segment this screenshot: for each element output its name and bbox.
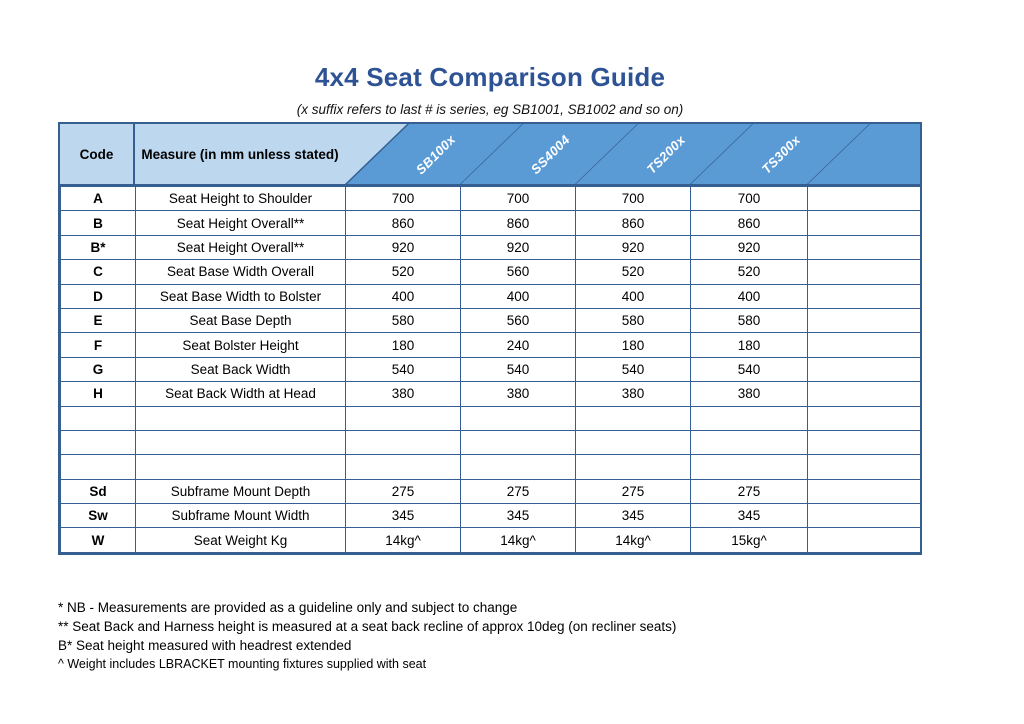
measure-cell: Seat Back Width [136,357,346,381]
value-cell [808,504,921,528]
value-cell: 580 [691,308,808,332]
value-cell: 345 [461,504,576,528]
value-cell: 345 [346,504,461,528]
value-cell [808,284,921,308]
value-cell [346,455,461,479]
value-cell: 700 [346,187,461,211]
value-cell: 14kg^ [576,528,691,552]
measure-cell [136,430,346,454]
measure-cell: Subframe Mount Width [136,504,346,528]
measure-cell: Seat Base Width Overall [136,260,346,284]
value-cell: 380 [576,382,691,406]
value-cell: 540 [346,357,461,381]
code-cell: Sw [61,504,136,528]
value-cell: 700 [461,187,576,211]
value-cell: 240 [461,333,576,357]
footnote: ^ Weight includes LBRACKET mounting fixtures supplied with seat [58,657,427,671]
page-title: 4x4 Seat Comparison Guide [314,62,666,92]
series-header-cell [608,124,723,184]
value-cell: 580 [576,308,691,332]
measure-cell: Seat Height Overall** [136,235,346,259]
value-cell: 920 [691,235,808,259]
value-cell: 540 [461,357,576,381]
value-cell: 180 [691,333,808,357]
code-cell: B [61,211,136,235]
code-cell: E [61,308,136,332]
table-row [61,382,921,406]
code-cell: A [61,187,136,211]
page-subtitle: (x suffix refers to last # is series, eg SB1001, SB1002 and so on) [296,102,684,117]
measure-cell [136,406,346,430]
value-cell: 520 [346,260,461,284]
series-header-cell [723,124,838,184]
value-cell [808,528,921,552]
value-cell: 15kg^ [691,528,808,552]
table-row [61,430,921,454]
value-cell [808,382,921,406]
value-cell: 860 [461,211,576,235]
value-cell [808,235,921,259]
series-header-label: TS200x [643,131,688,177]
table-row [61,260,921,284]
measure-cell: Seat Back Width at Head [136,382,346,406]
header-code: Code [60,124,135,184]
code-cell: W [61,528,136,552]
value-cell: 920 [461,235,576,259]
value-cell [808,406,921,430]
value-cell [691,455,808,479]
table-row [61,455,921,479]
value-cell [346,406,461,430]
code-cell: C [61,260,136,284]
table-row [61,187,921,211]
table-row [61,235,921,259]
series-header-cell [840,124,920,184]
code-cell [61,406,136,430]
value-cell: 180 [576,333,691,357]
value-cell: 540 [576,357,691,381]
code-cell: B* [61,235,136,259]
code-cell [61,430,136,454]
table-row [61,211,921,235]
measure-cell: Seat Base Depth [136,308,346,332]
table-row [61,528,921,552]
code-cell: H [61,382,136,406]
value-cell [461,430,576,454]
footnote: * NB - Measurements are provided as a guideline only and subject to change [58,600,518,615]
value-cell: 275 [691,479,808,503]
measure-cell: Seat Height to Shoulder [136,187,346,211]
value-cell: 275 [461,479,576,503]
value-cell [808,455,921,479]
code-cell: G [61,357,136,381]
value-cell: 860 [346,211,461,235]
footnote: B* Seat height measured with headrest extended [58,638,352,653]
value-cell [808,187,921,211]
measure-cell: Seat Base Width to Bolster [136,284,346,308]
value-cell: 560 [461,260,576,284]
value-cell: 860 [691,211,808,235]
value-cell [576,430,691,454]
value-cell: 700 [691,187,808,211]
table-header-row [60,124,920,186]
value-cell [808,333,921,357]
measure-cell: Subframe Mount Depth [136,479,346,503]
value-cell [461,455,576,479]
comparison-table [58,122,922,555]
value-cell: 400 [576,284,691,308]
value-cell: 400 [691,284,808,308]
series-header-label: TS300x [758,131,803,177]
value-cell: 180 [346,333,461,357]
value-cell [808,357,921,381]
table-row [61,308,921,332]
code-cell: Sd [61,479,136,503]
value-cell: 580 [346,308,461,332]
measurements-table [60,186,921,553]
value-cell: 920 [576,235,691,259]
table-row [61,479,921,503]
value-cell: 275 [576,479,691,503]
header-measure: Measure (in mm unless stated) [141,146,339,162]
value-cell [691,406,808,430]
value-cell: 560 [461,308,576,332]
value-cell: 520 [691,260,808,284]
footnotes [58,598,922,674]
value-cell [808,308,921,332]
value-cell [808,479,921,503]
value-cell: 14kg^ [461,528,576,552]
value-cell: 380 [461,382,576,406]
table-body [61,187,921,553]
series-header-cell [493,124,608,184]
value-cell [346,430,461,454]
series-header-label: SB100x [412,131,459,177]
table-row [61,284,921,308]
value-cell: 345 [691,504,808,528]
footnote: ** Seat Back and Harness height is measured at a seat back recline of approx 10deg (on recliner seats) [58,619,677,634]
code-cell [61,455,136,479]
value-cell [461,406,576,430]
series-header-cell [378,124,493,184]
value-cell [808,260,921,284]
value-cell: 540 [691,357,808,381]
value-cell [576,406,691,430]
table-row [61,333,921,357]
code-cell: D [61,284,136,308]
value-cell: 380 [691,382,808,406]
series-header-band [345,124,920,184]
value-cell: 14kg^ [346,528,461,552]
value-cell: 920 [346,235,461,259]
value-cell: 345 [576,504,691,528]
table-row [61,406,921,430]
value-cell: 860 [576,211,691,235]
value-cell [808,211,921,235]
value-cell: 400 [346,284,461,308]
value-cell: 400 [461,284,576,308]
value-cell [808,430,921,454]
value-cell [576,455,691,479]
code-cell: F [61,333,136,357]
series-header-label: SS4004 [527,131,574,177]
value-cell: 380 [346,382,461,406]
measure-cell: Seat Weight Kg [136,528,346,552]
value-cell: 520 [576,260,691,284]
value-cell: 275 [346,479,461,503]
measure-cell [136,455,346,479]
value-cell [691,430,808,454]
table-row [61,357,921,381]
value-cell: 700 [576,187,691,211]
measure-cell: Seat Bolster Height [136,333,346,357]
table-row [61,504,921,528]
measure-cell: Seat Height Overall** [136,211,346,235]
